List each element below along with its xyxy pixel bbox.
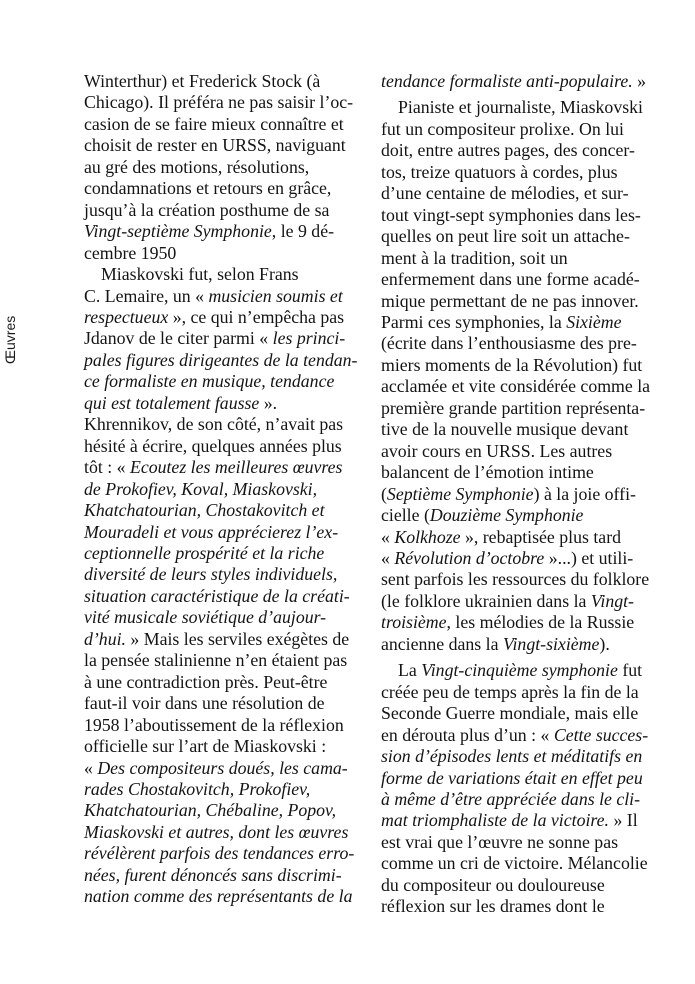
text-line <box>84 629 366 650</box>
text-run: « <box>381 526 395 547</box>
text-line <box>381 527 665 548</box>
italic-text-run: Septième Symphonie <box>386 483 534 504</box>
text-line <box>381 591 665 612</box>
text-line <box>84 650 366 671</box>
text-run: réflexion sur les drames dont le <box>381 896 605 917</box>
text-run: hésité à écrire, quelques années plus <box>84 435 342 456</box>
text-line <box>84 843 366 864</box>
italic-text-run: troisième <box>381 612 447 633</box>
text-run: créée peu de temps après la fin de la <box>381 681 639 702</box>
text-run: enfermement dans une forme acadé- <box>381 269 640 290</box>
text-run: doit, entre autres pages, des concer- <box>381 140 635 161</box>
text-line <box>381 768 665 789</box>
text-line <box>84 200 366 221</box>
text-run: Pianiste et journaliste, Miaskovski <box>398 97 643 118</box>
text-line <box>381 183 665 204</box>
text-run: mique permettant de ne pas innover. <box>381 290 639 311</box>
text-line <box>84 328 366 349</box>
text-run: condamnations et retours en grâce, <box>84 178 332 199</box>
text-line <box>381 810 665 831</box>
italic-text-run: musicien soumis et <box>208 285 343 306</box>
text-line <box>381 71 665 92</box>
text-run: fut un compositeur prolixe. On lui <box>381 118 624 139</box>
text-run: » Mais les serviles exégètes de <box>125 628 350 649</box>
text-run: ). <box>599 633 610 654</box>
text-run: comme un cri de victoire. Mélancolie <box>381 853 648 874</box>
text-line <box>84 543 366 564</box>
text-run: , les mélodies de la Russie <box>446 612 635 633</box>
italic-text-run: Khatchatourian, Chébaline, Popov, <box>84 800 337 821</box>
italic-text-run: les princi- <box>272 328 346 349</box>
italic-text-run: qui est totalement fausse <box>84 392 260 413</box>
italic-text-run: respectueux <box>84 306 169 327</box>
italic-text-run: mat triomphaliste de la victoire. <box>381 810 609 831</box>
text-line <box>381 896 665 917</box>
text-run: « <box>381 547 395 568</box>
italic-text-run: Vingt-sixième <box>502 633 600 654</box>
text-line <box>381 853 665 874</box>
text-run: balancent de l’émotion intime <box>381 462 594 483</box>
text-run: acclamée et vite considérée comme la <box>381 376 651 397</box>
text-line <box>84 221 366 242</box>
text-line <box>84 800 366 821</box>
text-run: Jdanov de le citer parmi « <box>84 328 273 349</box>
text-run: première grande partition représenta- <box>381 397 646 418</box>
text-run: tout vingt-sept symphonies dans les- <box>381 204 641 225</box>
side-section-label: Œuvres <box>2 315 18 364</box>
italic-text-run: à même d’être appréciée dans le cli- <box>381 788 641 809</box>
text-run: au gré des motions, résolutions, <box>84 156 310 177</box>
text-run: cembre 1950 <box>84 242 177 263</box>
text-line <box>84 114 366 135</box>
text-run: en dérouta plus d’un : « <box>381 724 554 745</box>
italic-text-run: Miaskovski et autres, dont les œuvres <box>84 821 349 842</box>
italic-text-run: diversité de leurs styles individuels, <box>84 564 338 585</box>
text-run: »...) et utili- <box>544 547 634 568</box>
italic-text-run: Vingt-septième Symphonie <box>84 221 272 242</box>
text-run: Miaskovski fut, selon Frans <box>101 264 299 285</box>
italic-text-run: vité musicale soviétique d’aujour- <box>84 607 327 628</box>
text-run: La <box>398 660 422 681</box>
text-line <box>381 140 665 161</box>
text-run: choisit de rester en URSS, naviguant <box>84 135 346 156</box>
text-line <box>381 634 665 655</box>
text-line <box>84 243 366 264</box>
text-line <box>84 522 366 543</box>
text-line <box>84 693 366 714</box>
italic-text-run: Vingt- <box>590 590 634 611</box>
text-run: « <box>84 757 98 778</box>
italic-text-run: Ecoutez les meilleures œuvres <box>129 457 343 478</box>
text-line <box>381 505 665 526</box>
text-line <box>84 350 366 371</box>
text-run: ment à la tradition, soit un <box>381 247 568 268</box>
text-run: la pensée stalinienne n’en étaient pas <box>84 650 348 671</box>
italic-text-run: Mouradeli et vous apprécierez l’ex- <box>84 521 339 542</box>
text-line <box>381 269 665 290</box>
text-line <box>381 832 665 853</box>
text-run: quelles on peut lire soit un attache- <box>381 226 630 247</box>
text-run: du compositeur ou douloureuse <box>381 874 605 895</box>
text-run: cielle ( <box>381 505 430 526</box>
text-line <box>84 371 366 392</box>
text-line <box>84 71 366 92</box>
text-line <box>381 333 665 354</box>
text-run: à une contradiction près. Peut-être <box>84 671 328 692</box>
text-run: Winterthur) et Frederick Stock (à <box>84 71 321 91</box>
text-run: » <box>632 71 647 91</box>
text-run: » Il <box>609 810 638 831</box>
text-line <box>84 436 366 457</box>
text-line <box>381 97 665 118</box>
text-run: tôt : « <box>84 457 130 478</box>
text-line <box>84 414 366 435</box>
text-run: Khrennikov, de son côté, n’avait pas <box>84 414 344 435</box>
text-line <box>84 264 366 285</box>
italic-text-run: forme de variations était en effet peu <box>381 767 643 788</box>
right-text-column <box>381 71 665 918</box>
text-line <box>84 135 366 156</box>
text-run: ( <box>381 483 387 504</box>
text-line <box>381 703 665 724</box>
text-line <box>84 564 366 585</box>
text-line <box>381 248 665 269</box>
text-line <box>84 779 366 800</box>
text-line <box>84 736 366 757</box>
text-run: ) à la joie offi- <box>533 483 636 504</box>
text-run: miers moments de la Révolution) fut <box>381 354 643 375</box>
text-run: d’une centaine de mélodies, et sur- <box>381 183 629 204</box>
italic-text-run: pales figures dirigeantes de la tendan- <box>84 349 358 370</box>
text-run: », rebaptisée plus tard <box>460 526 622 547</box>
text-run: C. Lemaire, un « <box>84 285 209 306</box>
text-line <box>381 419 665 440</box>
text-run: jusqu’à la création posthume de sa <box>84 199 330 220</box>
text-line <box>84 157 366 178</box>
italic-text-run: sion d’épisodes lents et méditatifs en <box>381 746 643 767</box>
text-line <box>84 307 366 328</box>
text-run: avoir cours en URSS. Les autres <box>381 440 613 461</box>
italic-text-run: rades Chostakovitch, Prokofiev, <box>84 778 311 799</box>
text-line <box>381 205 665 226</box>
italic-text-run: nées, furent dénoncés sans discrimi- <box>84 864 342 885</box>
text-line <box>381 612 665 633</box>
text-run: faut-il voir dans une résolution de <box>84 693 325 714</box>
left-text-column <box>84 71 366 908</box>
text-run: ». <box>259 392 278 413</box>
text-run: officielle sur l’art de Miaskovski : <box>84 736 327 757</box>
text-line <box>381 441 665 462</box>
text-line <box>84 886 366 907</box>
text-run: , le 9 dé- <box>271 221 335 242</box>
text-run: Seconde Guerre mondiale, mais elle <box>381 703 639 724</box>
italic-text-run: Vingt-cinquième symphonie <box>421 660 618 681</box>
text-run: est vrai que l’œuvre ne sonne pas <box>381 831 619 852</box>
text-line <box>381 484 665 505</box>
text-run: Parmi ces symphonies, la <box>381 311 567 332</box>
text-line <box>381 462 665 483</box>
text-line <box>84 393 366 414</box>
text-line <box>84 479 366 500</box>
italic-text-run: Cette succes- <box>553 724 649 745</box>
italic-text-run: ce formaliste en musique, tendance <box>84 371 335 392</box>
italic-text-run: Kolkhoze <box>394 526 461 547</box>
text-line <box>84 92 366 113</box>
text-line <box>381 291 665 312</box>
text-line <box>84 286 366 307</box>
italic-text-run: de Prokofiev, Koval, Miaskovski, <box>84 478 318 499</box>
italic-text-run: Révolution d’octobre <box>394 547 545 568</box>
text-line <box>381 660 665 681</box>
italic-text-run: Khatchatourian, Chostakovitch et <box>84 500 325 521</box>
text-line <box>84 822 366 843</box>
text-line <box>381 789 665 810</box>
text-line <box>381 355 665 376</box>
text-line <box>84 715 366 736</box>
text-line <box>381 746 665 767</box>
italic-text-run: Douzième Symphonie <box>429 505 584 526</box>
text-run: tos, treize quatuors à cordes, plus <box>381 161 618 182</box>
text-line <box>84 500 366 521</box>
text-line <box>381 376 665 397</box>
text-line <box>381 312 665 333</box>
text-line <box>84 758 366 779</box>
text-run: (le folklore ukrainien dans la <box>381 590 591 611</box>
text-line <box>84 457 366 478</box>
italic-text-run: révélèrent parfois des tendances erro- <box>84 843 355 864</box>
text-line <box>84 672 366 693</box>
italic-text-run: tendance formaliste anti-populaire. <box>381 71 633 91</box>
text-line <box>84 178 366 199</box>
text-run: fut <box>617 660 643 681</box>
text-line <box>381 119 665 140</box>
text-run: », ce qui n’empêcha pas <box>168 306 345 327</box>
text-line <box>84 586 366 607</box>
text-line <box>381 682 665 703</box>
text-line <box>84 865 366 886</box>
text-line <box>381 226 665 247</box>
italic-text-run: nation comme des représentants de la <box>84 886 353 907</box>
text-run: (écrite dans l’enthousiasme des pre- <box>381 333 637 354</box>
text-line <box>381 398 665 419</box>
text-line <box>381 569 665 590</box>
italic-text-run: d’hui. <box>84 628 126 649</box>
text-line <box>381 548 665 569</box>
text-line <box>381 162 665 183</box>
italic-text-run: situation caractéristique de la créati- <box>84 585 350 606</box>
text-run: casion de se faire mieux connaître et <box>84 113 344 134</box>
text-run: ancienne dans la <box>381 633 503 654</box>
text-run: tive de la nouvelle musique devant <box>381 419 629 440</box>
text-line <box>381 725 665 746</box>
text-run: Chicago). Il préféra ne pas saisir l’oc- <box>84 92 354 113</box>
italic-text-run: Sixième <box>566 311 622 332</box>
text-run: sent parfois les ressources du folklore <box>381 569 650 590</box>
text-run: 1958 l’aboutissement de la réflexion <box>84 714 344 735</box>
text-line <box>381 875 665 896</box>
text-line <box>84 607 366 628</box>
italic-text-run: Des compositeurs doués, les cama- <box>97 757 348 778</box>
italic-text-run: ceptionnelle prospérité et la riche <box>84 542 325 563</box>
